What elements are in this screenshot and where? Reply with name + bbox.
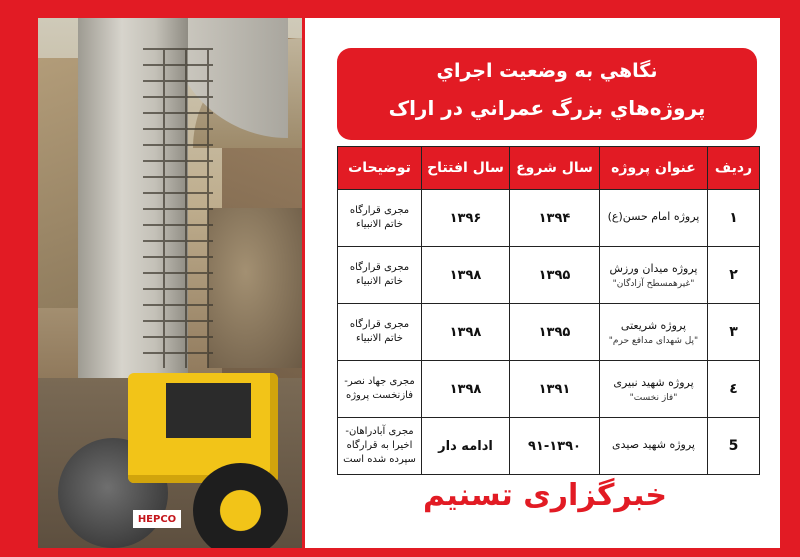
column-header-start-year: سال شروع [510,147,600,190]
project-title-cell [600,190,708,247]
project-subtitle: "پل شهدای مدافع حرم" [608,335,699,346]
table-row [338,304,760,361]
opening-year: ۱۳۹۸ [422,304,510,361]
project-title-cell [600,361,708,418]
project-title-cell [600,304,708,361]
start-year: ۱۳۹۱ [510,361,600,418]
project-title: پروژه شهيد نبيری [613,375,694,389]
construction-photo [38,18,302,548]
start-year: ۱۳۹۵ [510,304,600,361]
row-number: 5 [708,418,760,475]
description: مجری جهاد نصر- فازنخست پروژه [338,361,422,418]
info-panel [305,18,780,548]
project-title-cell [600,247,708,304]
projects-table [337,146,760,475]
title-line-2: پروژه‌هاي بزرگ عمراني در اراک [388,96,706,120]
column-header-opening-year: سال افتتاح [422,147,510,190]
project-title-cell [600,418,708,475]
project-title: پروژه ميدان ورزش [609,261,698,275]
row-number: ۱ [708,190,760,247]
start-year: ۱۳۹۴ [510,190,600,247]
column-header-project-title: عنوان پروژه [600,147,708,190]
project-title: پروژه امام حسن(ع) [607,209,700,223]
photo-machine-label: HEPCO [133,510,181,528]
table-row [338,361,760,418]
table-row [338,190,760,247]
photo-scaffold [143,48,213,368]
table-row [338,418,760,475]
title-banner [337,48,757,140]
opening-year: ۱۳۹۶ [422,190,510,247]
project-title: پروژه شريعتی [620,318,687,332]
description: مجری قرارگاه خاتم الانبياء [338,247,422,304]
opening-year: ۱۳۹۸ [422,247,510,304]
description: مجری قرارگاه خاتم الانبياء [338,304,422,361]
opening-year: ۱۳۹۸ [422,361,510,418]
tasnim-logo: خبرگزاری تسنيم [423,478,667,513]
project-subtitle: "فاز نخست" [629,392,678,403]
column-header-description: توضيحات [338,147,422,190]
project-subtitle: "غيرهمسطح آزادگان" [612,278,695,289]
opening-year: ادامه دار [422,418,510,475]
photo-roller-cab [163,380,254,441]
table-row [338,247,760,304]
start-year: ۱۳۹۵ [510,247,600,304]
row-number: ۳ [708,304,760,361]
description: مجری آبادراهان- اخيرا به قرارگاه سپرده شده است [338,418,422,475]
column-header-row-number: رديف [708,147,760,190]
photo-rock [208,208,302,368]
table-header-row [338,147,760,190]
photo-roller-wheel [193,463,288,548]
start-year: ۹۱-۱۳۹۰ [510,418,600,475]
row-number: ٤ [708,361,760,418]
project-title: پروژه شهيد صيدی [612,437,695,451]
title-line-1: نگاهي به وضعيت اجراي [436,60,658,82]
description: مجری قرارگاه خاتم الانبياء [338,190,422,247]
row-number: ۲ [708,247,760,304]
